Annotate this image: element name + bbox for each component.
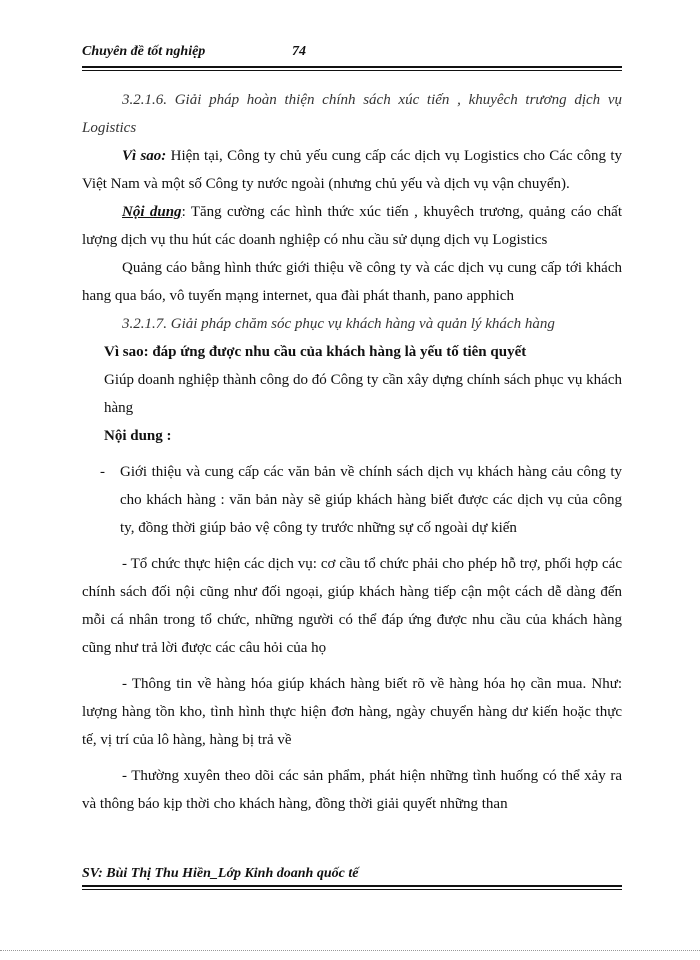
footer-rule-thick xyxy=(82,885,622,887)
paragraph-why xyxy=(82,142,622,198)
footer-rule-thin xyxy=(82,889,622,890)
page-footer xyxy=(82,864,358,882)
paragraph-help: Giúp doanh nghiệp thành công do đó Công ty cần xây dựng chính sách phục vụ khách hàng xyxy=(104,372,622,416)
header-title: Chuyên đề tốt nghiệp xyxy=(82,44,206,59)
lead-why: Vì sao: xyxy=(122,148,167,164)
page-number: 74 xyxy=(292,44,306,59)
lead-content: Nội dung xyxy=(122,204,182,220)
paragraph-content-text: : Tăng cường các hình thức xúc tiến , khuyêch trương, quảng cáo chất lượng dịch vụ thu hút các doanh nghiệp có nhu cầu sử dụng dịch vụ Logistics xyxy=(82,204,623,248)
paragraph-content-label: Nội dung : xyxy=(104,428,172,444)
paragraph-why-bold: Vì sao: đáp ứng được nhu cầu của khách hàng là yếu tố tiên quyết xyxy=(104,344,527,360)
page-header xyxy=(82,44,618,66)
header-rule-thin xyxy=(82,70,622,71)
paragraph-organize: - Tổ chức thực hiện các dịch vụ: cơ cầu tổ chức phải cho phép hỗ trợ, phối hợp các chính sách đối nội cũng như đối ngoại, giúp khách hàng tiếp cận một cách dễ dàng đến mỗi cá nhân trong tổ chức, những người có thể đáp ứng được nhu cầu của khách hàng cũng như trả lời được các câu hỏi của họ xyxy=(82,556,622,656)
body-content xyxy=(82,86,622,818)
paragraph-why-text: Hiện tại, Công ty chủ yếu cung cấp các dịch vụ Logistics cho Các công ty Việt Nam và một số Công ty nước ngoài (nhưng chủ yếu và dịch vụ vận chuyển). xyxy=(82,148,622,192)
footer-text: SV: Bùi Thị Thu Hiền_Lớp Kinh doanh quốc tế xyxy=(82,866,359,881)
bullet-dash: - xyxy=(100,464,105,480)
paragraph-content xyxy=(82,198,622,254)
section-heading-3216: 3.2.1.6. Giải pháp hoàn thiện chính sách xúc tiến , khuyêch trương dịch vụ Logistics xyxy=(82,92,622,136)
paragraph-monitor: - Thường xuyên theo dõi các sản phẩm, phát hiện những tình huống có thể xảy ra và thông báo kịp thời cho khách hàng, đồng thời giải quyết những than xyxy=(82,768,622,812)
paragraph-advertising: Quảng cáo bằng hình thức giới thiệu về công ty và các dịch vụ cung cấp tới khách hang qua báo, vô tuyến mạng internet, qua đài phát thanh, pano apphich xyxy=(82,260,622,304)
header-rule-thick xyxy=(82,66,622,68)
paragraph-goods-info: - Thông tin về hàng hóa giúp khách hàng biết rõ về hàng hóa họ cần mua. Như: lượng hàng tồn kho, tình hình thực hiện đơn hàng, ngày chuyển hàng dư kiến hoặc thực tế, vị trí của lô hàng, hàng bị trả về xyxy=(82,676,622,748)
bullet-item-1 xyxy=(82,458,622,542)
bullet-item-1-text: Giới thiệu và cung cấp các văn bản về chính sách dịch vụ khách hàng cảu công ty cho khách hàng : văn bản này sẽ giúp khách hàng biết được các dịch vụ của công ty, đồng thời giúp bảo vệ công ty trước những sự cố ngoài dự kiến xyxy=(120,464,622,536)
page-edge-dotted-line xyxy=(0,950,700,951)
section-heading-3217: 3.2.1.7. Giải pháp chăm sóc phục vụ khách hàng và quản lý khách hàng xyxy=(122,316,555,332)
